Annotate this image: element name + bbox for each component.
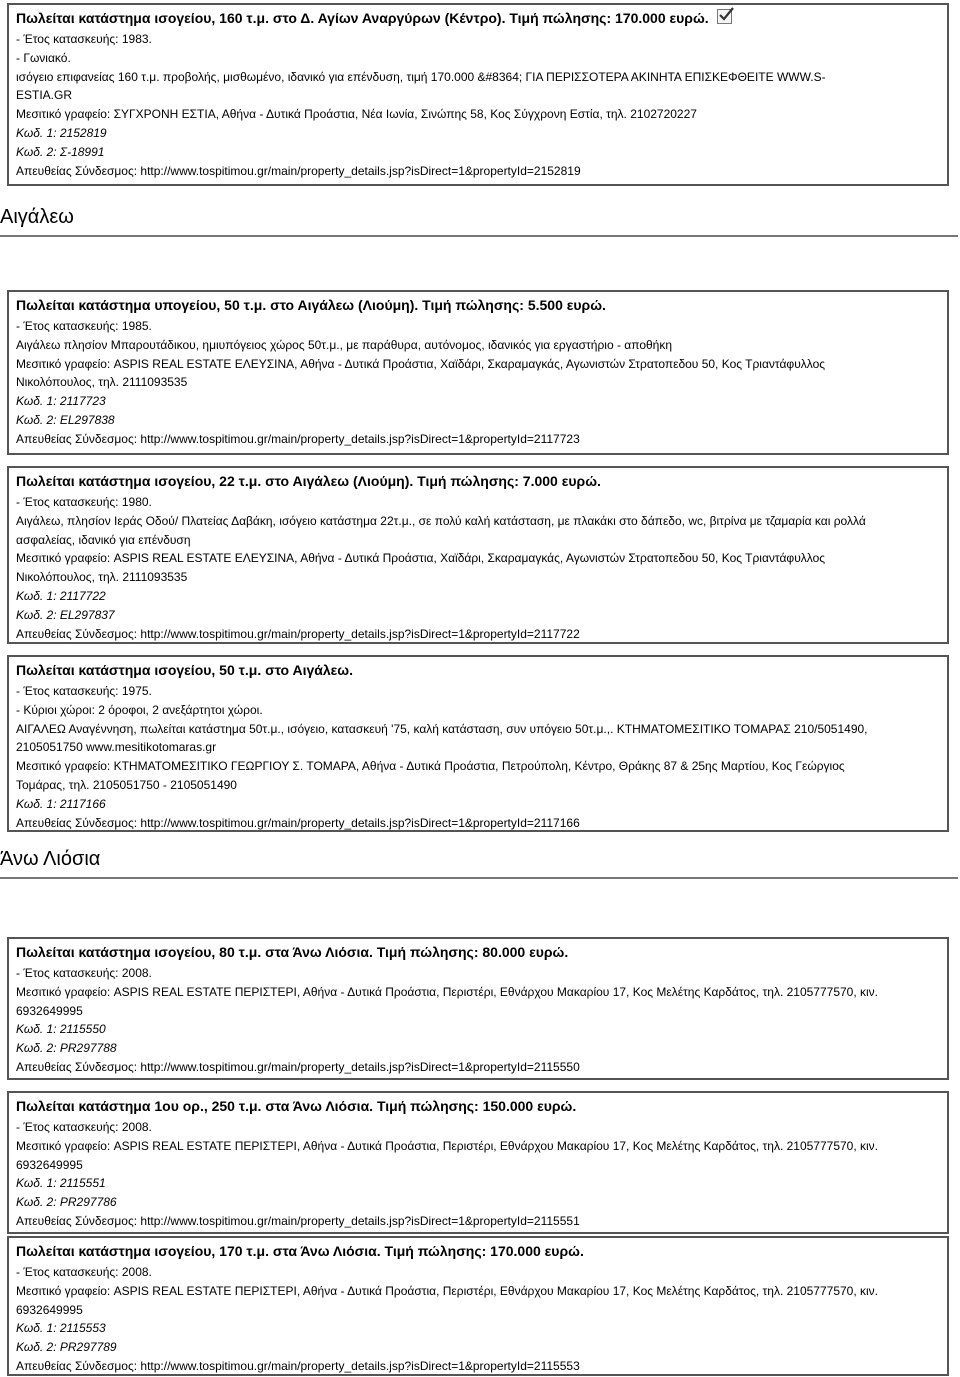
listing-line: 6932649995 [16, 1003, 83, 1018]
listing-line: 6932649995 [16, 1157, 83, 1172]
listing-code-1: Κωδ. 1: 2115553 [16, 1321, 106, 1336]
listing-card [7, 655, 949, 832]
listing-title-row [16, 9, 941, 28]
listing-code-2: Κωδ. 2: PR297789 [16, 1340, 117, 1355]
listing-line: Μεσιτικό γραφείο: ASPIS REAL ESTATE ΕΛΕΥΣΙΝΑ, Αθήνα - Δυτικά Προάστια, Χαϊδάρι, Σκαραμαγκάς, Αγωνιστών Στρατοπεδου 50, Κος Τριαντάφυλλος [16, 551, 826, 566]
listing-line: Μεσιτικό γραφείο: ASPIS REAL ESTATE ΕΛΕΥΣΙΝΑ, Αθήνα - Δυτικά Προάστια, Χαϊδάρι, Σκαραμαγκάς, Αγωνιστών Στρατοπεδου 50, Κος Τριαντάφυλλος [16, 356, 826, 371]
listing-line: - Γωνιακό. [16, 50, 71, 65]
listing-line: - Έτος κατασκευής: 1983. [16, 32, 152, 46]
listing-line: 6932649995 [16, 1302, 83, 1317]
listing-code-1: Κωδ. 1: 2152819 [16, 125, 107, 140]
listing-code-1: Κωδ. 1: 2117723 [16, 394, 106, 409]
listing-line: Τομάρας, τηλ. 2105051750 - 2105051490 [16, 777, 237, 792]
listing-code-2: Κωδ. 2: PR297788 [16, 1041, 117, 1056]
listing-code-2: Κωδ. 2: PR297786 [16, 1195, 117, 1210]
listing-code-2: Κωδ. 2: EL297838 [16, 412, 115, 427]
listing-code-2: Κωδ. 2: Σ-18991 [16, 144, 105, 159]
listing-line: 2105051750 www.mesitikotomaras.gr [16, 740, 217, 755]
listing-title: Πωλείται κατάστημα 1ου ορ., 250 τ.μ. στα Άνω Λιόσια. Τιμή πώλησης: 150.000 ευρώ. [16, 1098, 577, 1114]
listing-title: Πωλείται κατάστημα υπογείου, 50 τ.μ. στο Αιγάλεω (Λιούμη). Τιμή πώλησης: 5.500 ευρώ. [16, 297, 606, 313]
listing-line: Μεσιτικό γραφείο: ΚΤΗΜΑΤΟΜΕΣΙΤΙΚΟ ΓΕΩΡΓΙΟΥ Σ. ΤΟΜΑΡΑ, Αθήνα - Δυτικά Προάστια, Πετρούπολη, Κέντρο, Θράκης 87 & 25ης Μαρτίου, Κος Γεώργιος [16, 759, 845, 774]
listing-line: - Έτος κατασκευής: 1975. [16, 684, 152, 698]
listing-line: ESTIA.GR [16, 88, 73, 103]
section-heading: Άνω Λιόσια [0, 845, 958, 879]
listing-line: - Έτος κατασκευής: 2008. [16, 1120, 152, 1134]
listing-line: Αιγάλεω πλησίον Μπαρουτάδικου, ημιυπόγειος χώρος 50τ.μ., με παράθυρα, αυτόνομος, ιδανικός για εργαστήριο - αποθήκη [16, 337, 673, 352]
listing-line: - Έτος κατασκευής: 1980. [16, 495, 152, 509]
listing-direct-link[interactable]: Απευθείας Σύνδεσμος: http://www.tospitimou.gr/main/property_details.jsp?isDirect=1&propertyId=2117722 [16, 626, 580, 641]
listing-direct-link[interactable]: Απευθείας Σύνδεσμος: http://www.tospitimou.gr/main/property_details.jsp?isDirect=1&propertyId=2115551 [16, 1213, 580, 1228]
checkbox-icon[interactable] [717, 9, 732, 24]
section-heading: Αιγάλεω [0, 203, 958, 237]
listing-card [7, 937, 949, 1080]
listing-direct-link[interactable]: Απευθείας Σύνδεσμος: http://www.tospitimou.gr/main/property_details.jsp?isDirect=1&propertyId=2115550 [16, 1059, 580, 1074]
listing-code-1: Κωδ. 1: 2115550 [16, 1022, 106, 1037]
listing-line: ΑΙΓΑΛΕΩ Αναγέννηση, πωλείται κατάστημα 50τ.μ., ισόγειο, κατασκευή '75, καλή κατάσταση, συν υπόγειο 50τ.μ.,. ΚΤΗΜΑΤΟΜΕΣΙΤΙΚΟ ΤΟΜΑΡΑΣ 210/5051490, [16, 721, 868, 736]
listing-card [7, 1091, 949, 1234]
listing-direct-link[interactable]: Απευθείας Σύνδεσμος: http://www.tospitimou.gr/main/property_details.jsp?isDirect=1&propertyId=2117723 [16, 431, 580, 446]
listing-line: ασφαλείας, ιδανικό για επένδυση [16, 532, 191, 547]
listing-line: Μεσιτικό γραφείο: ΣΥΓΧΡΟΝΗ ΕΣΤΙΑ, Αθήνα - Δυτικά Προάστια, Νέα Ιωνία, Σινώπης 58, Κος Σύγχρονη Εστία, τηλ. 2102720227 [16, 107, 697, 122]
listing-card [7, 466, 949, 644]
listing-card [7, 3, 949, 186]
listing-card [7, 290, 949, 455]
listing-card [7, 1236, 949, 1376]
listing-line: - Έτος κατασκευής: 2008. [16, 1265, 152, 1279]
listing-line: - Έτος κατασκευής: 2008. [16, 966, 152, 980]
listing-title: Πωλείται κατάστημα ισογείου, 22 τ.μ. στο Αιγάλεω (Λιούμη). Τιμή πώλησης: 7.000 ευρώ. [16, 473, 601, 489]
listing-line: Νικολόπουλος, τηλ. 2111093535 [16, 570, 188, 585]
listing-title: Πωλείται κατάστημα ισογείου, 80 τ.μ. στα Άνω Λιόσια. Τιμή πώλησης: 80.000 ευρώ. [16, 944, 569, 960]
listing-line: ισόγειο επιφανείας 160 τ.μ. προβολής, μισθωμένο, ιδανικό για επένδυση, τιμή 170.000 &#8364; ΓΙΑ ΠΕΡΙΣΣΟΤΕΡΑ ΑΚΙΝΗΤΑ ΕΠΙΣΚΕΦΘΕΙΤΕ WWW.S- [16, 69, 826, 84]
listing-line: - Έτος κατασκευής: 1985. [16, 319, 152, 333]
listing-direct-link[interactable]: Απευθείας Σύνδεσμος: http://www.tospitimou.gr/main/property_details.jsp?isDirect=1&propertyId=2115553 [16, 1358, 580, 1373]
listing-line: Μεσιτικό γραφείο: ASPIS REAL ESTATE ΠΕΡΙΣΤΕΡΙ, Αθήνα - Δυτικά Προάστια, Περιστέρι, Εθνάρχου Μακαρίου 17, Κος Μελέτης Καρδάτος, τηλ. 2105777570, κιν. [16, 984, 879, 999]
listing-code-1: Κωδ. 1: 2115551 [16, 1176, 106, 1191]
listing-code-2: Κωδ. 2: EL297837 [16, 607, 115, 622]
listing-title: Πωλείται κατάστημα ισογείου, 50 τ.μ. στο Αιγάλεω. [16, 662, 354, 678]
listing-title: Πωλείται κατάστημα ισογείου, 160 τ.μ. στο Δ. Αγίων Αναργύρων (Κέντρο). Τιμή πώλησης: 170.000 ευρώ. [16, 10, 709, 26]
listing-line: - Κύριοι χώροι: 2 όροφοι, 2 ανεξάρτητοι χώροι. [16, 702, 263, 717]
listing-code-1: Κωδ. 1: 2117166 [16, 796, 106, 811]
listing-direct-link[interactable]: Απευθείας Σύνδεσμος: http://www.tospitimou.gr/main/property_details.jsp?isDirect=1&propertyId=2152819 [16, 163, 581, 178]
listing-code-1: Κωδ. 1: 2117722 [16, 588, 106, 603]
listing-line: Νικολόπουλος, τηλ. 2111093535 [16, 375, 188, 390]
listing-line: Μεσιτικό γραφείο: ASPIS REAL ESTATE ΠΕΡΙΣΤΕΡΙ, Αθήνα - Δυτικά Προάστια, Περιστέρι, Εθνάρχου Μακαρίου 17, Κος Μελέτης Καρδάτος, τηλ. 2105777570, κιν. [16, 1283, 879, 1298]
listing-line: Αιγάλεω, πλησίον Ιεράς Οδού/ Πλατείας Δαβάκη, ισόγειο κατάστημα 22τ.μ., σε πολύ καλή κατάσταση, με πλακάκι στο δάπεδο, wc, βιτρίνα με τζαμαρία και ρολλά [16, 513, 866, 528]
listing-direct-link[interactable]: Απευθείας Σύνδεσμος: http://www.tospitimou.gr/main/property_details.jsp?isDirect=1&propertyId=2117166 [16, 815, 580, 830]
listing-title: Πωλείται κατάστημα ισογείου, 170 τ.μ. στα Άνω Λιόσια. Τιμή πώλησης: 170.000 ευρώ. [16, 1243, 584, 1259]
listing-line: Μεσιτικό γραφείο: ASPIS REAL ESTATE ΠΕΡΙΣΤΕΡΙ, Αθήνα - Δυτικά Προάστια, Περιστέρι, Εθνάρχου Μακαρίου 17, Κος Μελέτης Καρδάτος, τηλ. 2105777570, κιν. [16, 1138, 879, 1153]
